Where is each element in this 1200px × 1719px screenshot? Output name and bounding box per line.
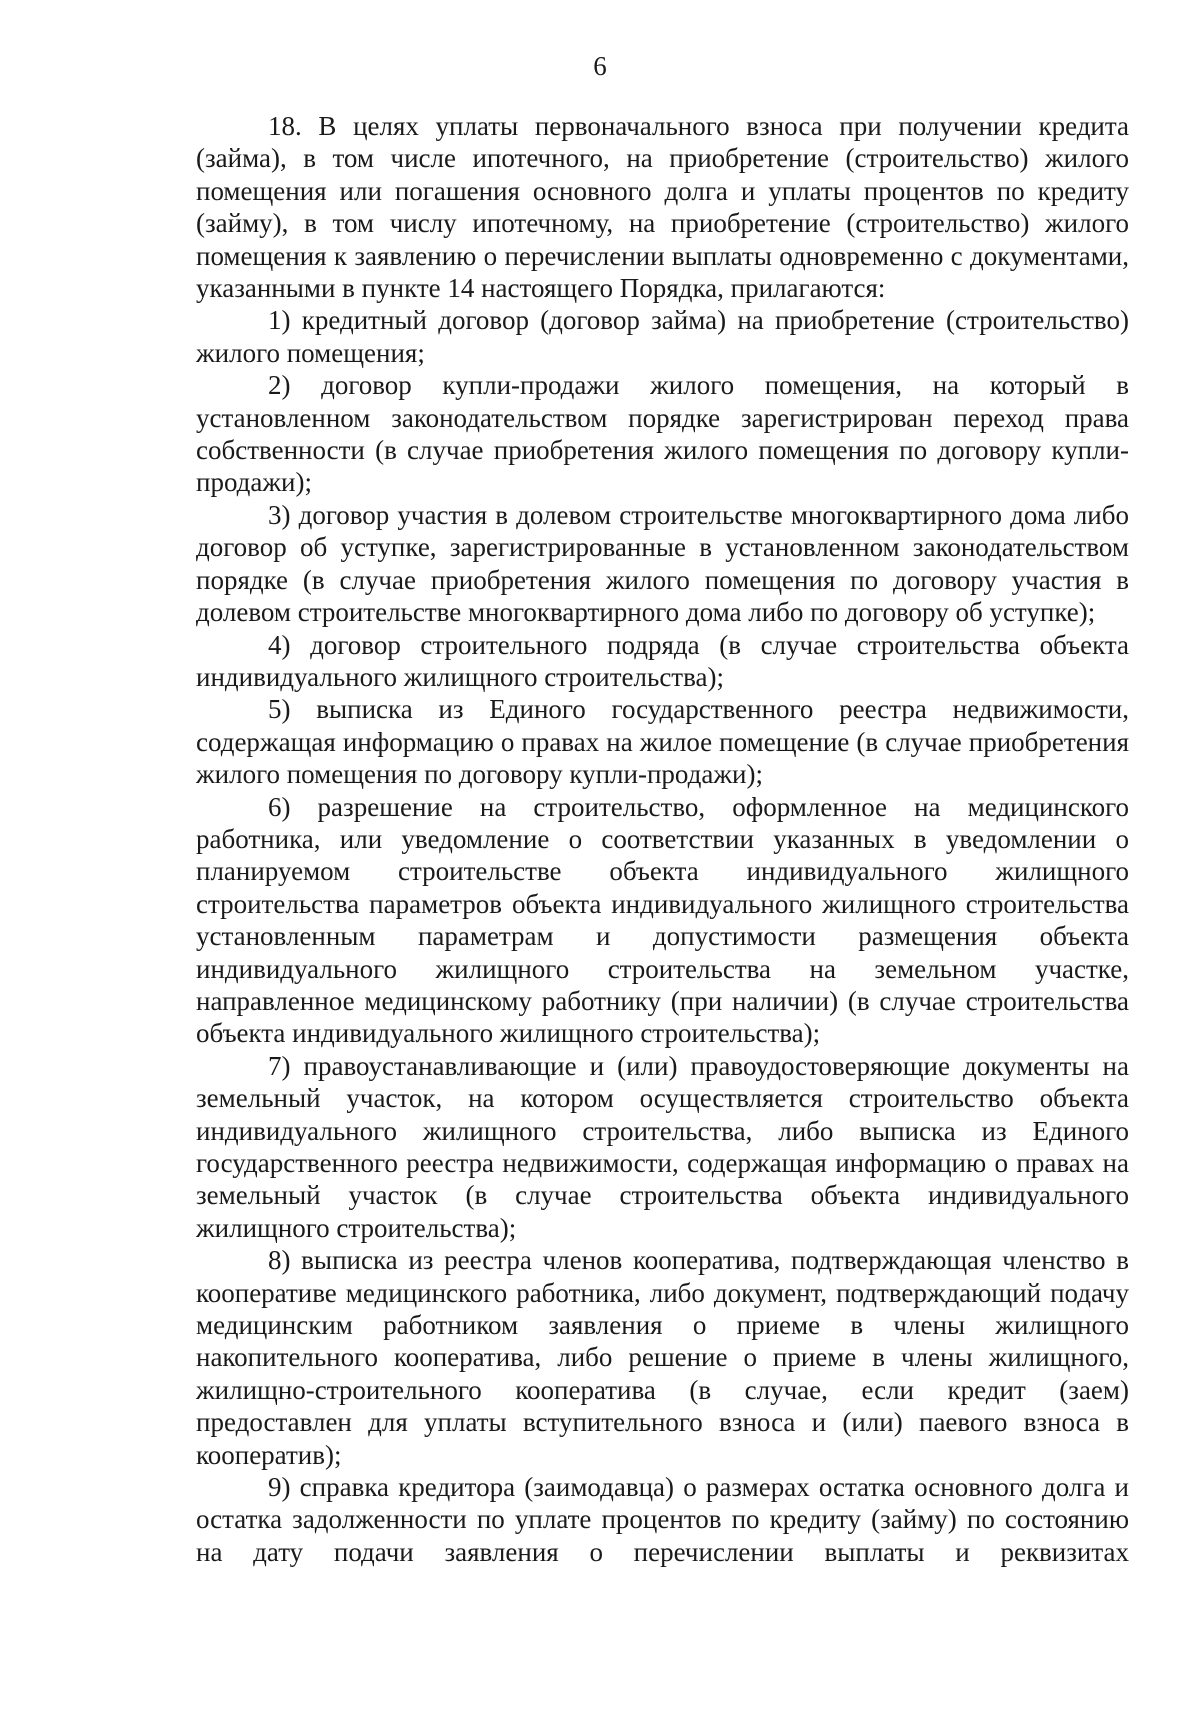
page-number: 6 <box>593 51 607 81</box>
list-item-1: 1) кредитный договор (договор займа) на приобретение (строительство) жилого помещения; <box>196 305 1129 368</box>
list-item-3: 3) договор участия в долевом строительстве многоквартирного дома либо договор об уступке, зарегистрированные в установленном законодательством порядке (в случае приобретения жилого помещения по договору участия в долевом строительстве многоквартирного дома либо по договору об уступке); <box>196 499 1129 628</box>
list-item-7: 7) правоустанавливающие и (или) правоудостоверяющие документы на земельный участок, на котором осуществляется строительство объекта индивидуального жилищного строительства, либо выписка из Единого государственного реестра недвижимости, содержащая информацию о правах на земельный участок (в случае строительства объекта индивидуального жилищного строительства); <box>196 1050 1129 1243</box>
list-item-4: 4) договор строительного подряда (в случае строительства объекта индивидуального жилищного строительства); <box>196 629 1129 692</box>
list-item-9: 9) справка кредитора (заимодавца) о размерах остатка основного долга и остатка задолженности по уплате процентов по кредиту (займу) по состоянию на дату подачи заявления о перечислении выплаты и реквизитах <box>196 1472 1129 1567</box>
list-item-8: 8) выписка из реестра членов кооператива, подтверждающая членство в кооперативе медицинского работника, либо документ, подтверждающий подачу медицинским работником заявления о приеме в члены жилищного накопительного кооператива, либо решение о приеме в члены жилищного, жилищно-строительного кооператива (в случае, если кредит (заем) предоставлен для уплаты вступительного взноса и (или) паевого взноса в кооператив); <box>196 1245 1129 1470</box>
list-item-6: 6) разрешение на строительство, оформленное на медицинского работника, или уведомление о соответствии указанных в уведомлении о планируемом строительстве объекта индивидуального жилищного строительства параметров объекта индивидуального жилищного строительства установленным параметрам и допустимости размещения объекта индивидуального жилищного строительства на земельном участке, направленное медицинскому работнику (при наличии) (в случае строительства объекта индивидуального жилищного строительства); <box>196 791 1129 1049</box>
list-item-2: 2) договор купли-продажи жилого помещения, на который в установленном законодательством порядке зарегистрирован переход права собственности (в случае приобретения жилого помещения по договору купли-продажи); <box>196 370 1129 498</box>
document-body <box>196 110 1129 1568</box>
list-item-5: 5) выписка из Единого государственного реестра недвижимости, содержащая информацию о правах на жилое помещение (в случае приобретения жилого помещения по договору купли-продажи); <box>196 694 1129 790</box>
paragraph-item-18: 18. В целях уплаты первоначального взноса при получении кредита (займа), в том числе ипотечного, на приобретение (строительство) жилого помещения или погашения основного долга и уплаты процентов по кредиту (займу), в том числу ипотечному, на приобретение (строительство) жилого помещения к заявлению о перечислении выплаты одновременно с документами, указанными в пункте 14 настоящего Порядка, прилагаются: <box>196 111 1129 304</box>
